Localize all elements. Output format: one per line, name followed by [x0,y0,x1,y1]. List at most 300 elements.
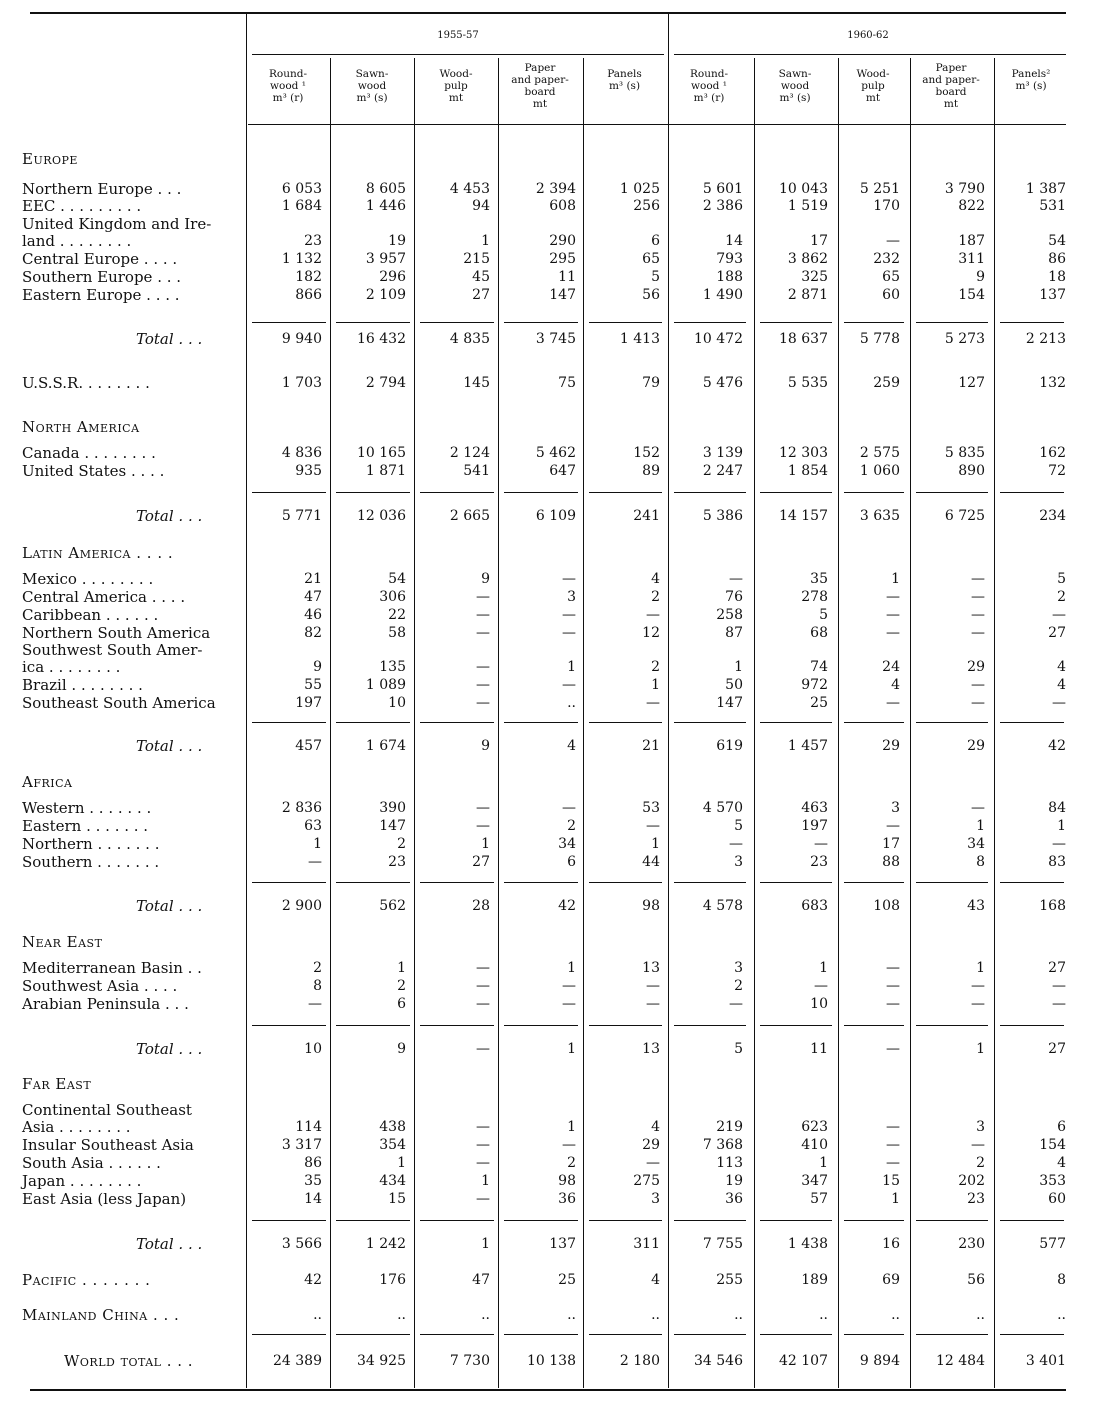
table-cell: 1 [891,1191,900,1207]
table-cell: 7 730 [449,1353,490,1369]
row-label: Arabian Peninsula . . . [22,995,189,1013]
total-rule [589,722,662,723]
row-label: Total . . . [136,1235,203,1253]
table-cell: 8 [313,978,322,994]
table-cell: 16 [882,1236,900,1252]
table-cell: — [971,589,985,605]
table-row [0,1136,1096,1154]
row-label: Southwest South Amer- [22,641,203,659]
table-cell: 562 [379,898,406,914]
table-cell: 42 [304,1272,322,1288]
table-cell: 219 [716,1119,743,1135]
table-cell: — [971,607,985,623]
table-cell: — [646,818,660,834]
table-cell: — [971,695,985,711]
table-cell: 42 [558,898,576,914]
total-rule [916,492,988,493]
table-cell: 410 [801,1137,828,1153]
total-rule [674,1220,746,1221]
table-row [0,462,1096,480]
table-cell: 5 [819,607,828,623]
total-rule [420,322,494,323]
table-cell: 9 [313,659,322,675]
table-cell: .. [313,1307,322,1323]
table-cell: 1 [734,659,743,675]
table-cell: 188 [716,269,743,285]
table-cell: — [1052,607,1066,623]
top-rule [30,12,1066,14]
table-cell: 541 [463,463,490,479]
table-cell: 23 [388,854,406,870]
table-cell: 23 [967,1191,985,1207]
region-heading-row [0,1075,1096,1093]
table-cell: 86 [1048,251,1066,267]
column-header: Sawn- wood m³ (s) [355,68,389,104]
table-cell: 9 [481,738,490,754]
table-cell: 255 [716,1272,743,1288]
total-rule [760,492,832,493]
total-rule [916,322,988,323]
table-cell: 5 [734,818,743,834]
table-cell: — [886,1155,900,1171]
table-cell: 69 [882,1272,900,1288]
row-label: Total . . . [136,897,203,915]
table-cell: 1 [567,659,576,675]
table-row [0,995,1096,1013]
table-cell: 24 389 [273,1353,322,1369]
table-cell: 27 [1048,960,1066,976]
table-cell: 34 546 [694,1353,743,1369]
table-cell: 27 [472,854,490,870]
table-cell: 27 [1048,625,1066,641]
table-row [0,641,1096,659]
table-cell: 6 [1057,1119,1066,1135]
table-cell: — [886,1041,900,1057]
table-cell: — [476,589,490,605]
row-label: Total . . . [136,507,203,525]
table-cell: 1 242 [365,1236,406,1252]
table-cell: 1 [567,960,576,976]
table-cell: — [476,960,490,976]
table-cell: 2 109 [365,287,406,303]
table-cell: — [886,818,900,834]
table-cell: 21 [304,571,322,587]
total-rule [760,1025,832,1026]
table-cell: 7 368 [702,1137,743,1153]
total-rule [916,722,988,723]
row-label: Mexico . . . . . . . . [22,570,154,588]
row-label: Africa [22,773,73,791]
table-cell: 1 [567,1041,576,1057]
table-cell: — [971,996,985,1012]
row-label: Eastern Europe . . . . [22,286,180,304]
table-cell: — [886,589,900,605]
total-row [0,737,1096,755]
total-rule [760,1220,832,1221]
table-cell: — [886,607,900,623]
total-rule [336,1220,410,1221]
table-row [0,1118,1096,1136]
row-label: Central America . . . . [22,588,186,606]
table-cell: 98 [642,898,660,914]
total-rule [916,1025,988,1026]
table-cell: 2 [567,1155,576,1171]
table-cell: 2 180 [619,1353,660,1369]
total-rule [844,322,904,323]
row-label: United Kingdom and Ire- [22,215,212,233]
table-cell: 57 [810,1191,828,1207]
total-rule [420,882,494,883]
table-cell: 9 [397,1041,406,1057]
table-cell: 2 213 [1025,331,1066,347]
table-cell: 79 [642,375,660,391]
table-cell: 15 [882,1173,900,1189]
table-row [0,817,1096,835]
row-label: United States . . . . [22,462,165,480]
table-cell: 35 [810,571,828,587]
table-cell: 13 [642,960,660,976]
table-cell: 114 [295,1119,322,1135]
total-row [0,1040,1096,1058]
table-row [0,853,1096,871]
table-cell: 47 [304,589,322,605]
row-label: Far East [22,1075,92,1093]
table-row [0,250,1096,268]
table-cell: 234 [1039,508,1066,524]
table-cell: 15 [388,1191,406,1207]
total-rule [420,722,494,723]
total-rule [589,322,662,323]
table-cell: 1 [481,233,490,249]
table-cell: 608 [549,198,576,214]
table-cell: 34 [967,836,985,852]
total-rule [844,882,904,883]
table-cell: 232 [873,251,900,267]
table-cell: — [562,625,576,641]
table-cell: 42 [1048,738,1066,754]
table-cell: .. [734,1307,743,1323]
table-cell: 5 [651,269,660,285]
table-cell: 2 386 [702,198,743,214]
table-cell: 5 273 [944,331,985,347]
table-cell: 683 [801,898,828,914]
table-cell: 2 [651,589,660,605]
total-rule [844,1025,904,1026]
table-cell: — [476,1155,490,1171]
table-cell: 65 [642,251,660,267]
total-rule [504,492,578,493]
table-cell: — [476,818,490,834]
table-cell: 187 [958,233,985,249]
row-label: Canada . . . . . . . . [22,444,156,462]
total-rule [916,1220,988,1221]
table-cell: 463 [801,800,828,816]
total-rule [760,322,832,323]
total-rule [336,322,410,323]
row-label: Northern Europe . . . [22,180,182,198]
table-cell: 56 [967,1272,985,1288]
table-cell: 21 [642,738,660,754]
table-cell: 1 [1057,818,1066,834]
total-rule [420,1220,494,1221]
total-rule [589,1334,662,1335]
table-cell: 1 [891,571,900,587]
table-cell: 60 [882,287,900,303]
table-cell: — [562,571,576,587]
table-cell: 137 [549,1236,576,1252]
row-label: Pacific . . . . . . . [22,1271,151,1289]
table-cell: 2 794 [365,375,406,391]
table-cell: 1 025 [619,181,660,197]
table-cell: 82 [304,625,322,641]
table-cell: 14 [304,1191,322,1207]
row-label: Europe [22,150,78,168]
table-cell: — [886,1119,900,1135]
total-rule [674,492,746,493]
table-cell: 147 [379,818,406,834]
group-rule-2 [674,54,1066,55]
table-cell: 1 [313,836,322,852]
row-label: Southwest Asia . . . . [22,977,178,995]
table-cell: 65 [882,269,900,285]
table-cell: 1 684 [281,198,322,214]
group-rule-1 [252,54,664,55]
table-cell: 1 [651,836,660,852]
table-cell: 83 [1048,854,1066,870]
table-cell: 10 165 [357,445,406,461]
row-label: Insular Southeast Asia [22,1136,194,1154]
table-cell: 14 [725,233,743,249]
total-rule [589,492,662,493]
table-cell: — [886,996,900,1012]
total-rule [1000,1334,1064,1335]
table-cell: .. [397,1307,406,1323]
table-cell: 197 [295,695,322,711]
total-rule [674,722,746,723]
table-cell: 8 605 [365,181,406,197]
table-cell: 176 [379,1272,406,1288]
table-row [0,232,1096,250]
row-label: Caribbean . . . . . . [22,606,159,624]
bottom-rule [30,1389,1066,1391]
table-cell: 12 303 [779,445,828,461]
table-cell: 241 [633,508,660,524]
table-row [0,286,1096,304]
table-cell: 6 [397,996,406,1012]
table-cell: 3 957 [365,251,406,267]
table-cell: 2 [651,659,660,675]
table-cell: 1 703 [281,375,322,391]
table-cell: 2 [397,978,406,994]
table-cell: 822 [958,198,985,214]
total-row [0,1352,1096,1370]
row-label: ica . . . . . . . . [22,658,121,676]
total-rule [589,1025,662,1026]
table-cell: 353 [1039,1173,1066,1189]
table-cell: 4 835 [449,331,490,347]
table-cell: — [562,800,576,816]
table-row [0,1101,1096,1119]
table-cell: 17 [810,233,828,249]
table-cell: 5 601 [702,181,743,197]
table-cell: 202 [958,1173,985,1189]
table-cell: 1 [651,677,660,693]
table-cell: 9 [976,269,985,285]
total-rule [420,1334,494,1335]
table-cell: — [646,1155,660,1171]
column-header: Wood- pulp mt [439,68,473,104]
region-heading-row [0,544,1096,562]
table-cell: .. [567,695,576,711]
table-cell: 1 [481,836,490,852]
table-cell: 793 [716,251,743,267]
table-cell: 182 [295,269,322,285]
table-row [0,624,1096,642]
table-cell: 258 [716,607,743,623]
row-label: Total . . . [136,737,203,755]
column-header: Wood- pulp mt [856,68,890,104]
table-cell: 295 [549,251,576,267]
table-cell: — [562,607,576,623]
table-cell: 3 [891,800,900,816]
table-cell: 5 778 [859,331,900,347]
table-cell: 11 [558,269,576,285]
table-cell: 10 043 [779,181,828,197]
total-rule [252,1334,326,1335]
table-row [0,570,1096,588]
table-cell: 197 [801,818,828,834]
table-cell: — [971,625,985,641]
table-cell: 5 835 [944,445,985,461]
table-cell: — [886,1137,900,1153]
table-cell: 3 566 [281,1236,322,1252]
table-cell: 86 [304,1155,322,1171]
total-rule [1000,492,1064,493]
table-cell: 44 [642,854,660,870]
table-cell: 147 [716,695,743,711]
total-rule [1000,882,1064,883]
table-cell: — [729,571,743,587]
table-cell: 74 [810,659,828,675]
table-cell: 76 [725,589,743,605]
table-cell: 3 [734,854,743,870]
table-cell: 325 [801,269,828,285]
table-row [0,1271,1096,1289]
row-label: Northern . . . . . . . [22,835,160,853]
table-cell: 16 432 [357,331,406,347]
table-cell: 135 [379,659,406,675]
table-cell: 87 [725,625,743,641]
table-cell: 6 109 [535,508,576,524]
table-cell: 8 [1057,1272,1066,1288]
row-label: Central Europe . . . . [22,250,178,268]
table-cell: — [476,607,490,623]
table-cell: 50 [725,677,743,693]
table-cell: 12 484 [936,1353,985,1369]
table-cell: 1 854 [787,463,828,479]
table-cell: 1 446 [365,198,406,214]
table-cell: 56 [642,287,660,303]
table-row [0,835,1096,853]
table-cell: 1 871 [365,463,406,479]
table-cell: 4 453 [449,181,490,197]
table-cell: 866 [295,287,322,303]
column-group-1955-57: 1955-57 [437,30,479,41]
table-cell: 6 725 [944,508,985,524]
table-cell: 6 053 [281,181,322,197]
table-cell: — [308,854,322,870]
table-row [0,959,1096,977]
table-cell: 623 [801,1119,828,1135]
table-cell: 5 [1057,571,1066,587]
table-cell: 2 836 [281,800,322,816]
table-cell: 215 [463,251,490,267]
table-cell: 19 [725,1173,743,1189]
table-cell: 4 [651,1272,660,1288]
column-header: Panels² m³ (s) [1011,68,1051,92]
table-cell: 1 438 [787,1236,828,1252]
total-rule [252,322,326,323]
table-cell: 2 [976,1155,985,1171]
table-cell: — [476,677,490,693]
total-rule [336,722,410,723]
table-cell: 25 [558,1272,576,1288]
region-heading-row [0,150,1096,168]
table-cell: 19 [388,233,406,249]
table-cell: 5 535 [787,375,828,391]
table-cell: 10 [810,996,828,1012]
table-row [0,180,1096,198]
table-cell: 147 [549,287,576,303]
table-cell: 23 [810,854,828,870]
table-cell: 10 [388,695,406,711]
table-cell: 154 [958,287,985,303]
table-cell: 4 570 [702,800,743,816]
total-rule [252,722,326,723]
table-row [0,799,1096,817]
table-cell: 88 [882,854,900,870]
total-rule [336,492,410,493]
table-cell: 296 [379,269,406,285]
table-cell: 4 [567,738,576,754]
table-cell: — [646,607,660,623]
total-rule [1000,322,1064,323]
table-cell: 35 [304,1173,322,1189]
table-cell: 84 [1048,800,1066,816]
table-cell: — [814,836,828,852]
table-cell: — [476,1191,490,1207]
table-cell: — [886,960,900,976]
table-cell: — [562,677,576,693]
table-cell: 168 [1039,898,1066,914]
table-cell: 7 755 [702,1236,743,1252]
column-group-1960-62: 1960-62 [847,30,889,41]
column-header: Sawn- wood m³ (s) [778,68,812,104]
table-cell: — [1052,978,1066,994]
total-rule [420,1025,494,1026]
table-cell: 1 [976,960,985,976]
table-cell: 54 [1048,233,1066,249]
table-cell: 108 [873,898,900,914]
table-cell: 55 [304,677,322,693]
total-rule [504,1025,578,1026]
table-cell: 4 [891,677,900,693]
table-cell: 5 251 [859,181,900,197]
table-cell: 6 [567,854,576,870]
table-cell: — [476,996,490,1012]
table-row [0,606,1096,624]
table-cell: 278 [801,589,828,605]
